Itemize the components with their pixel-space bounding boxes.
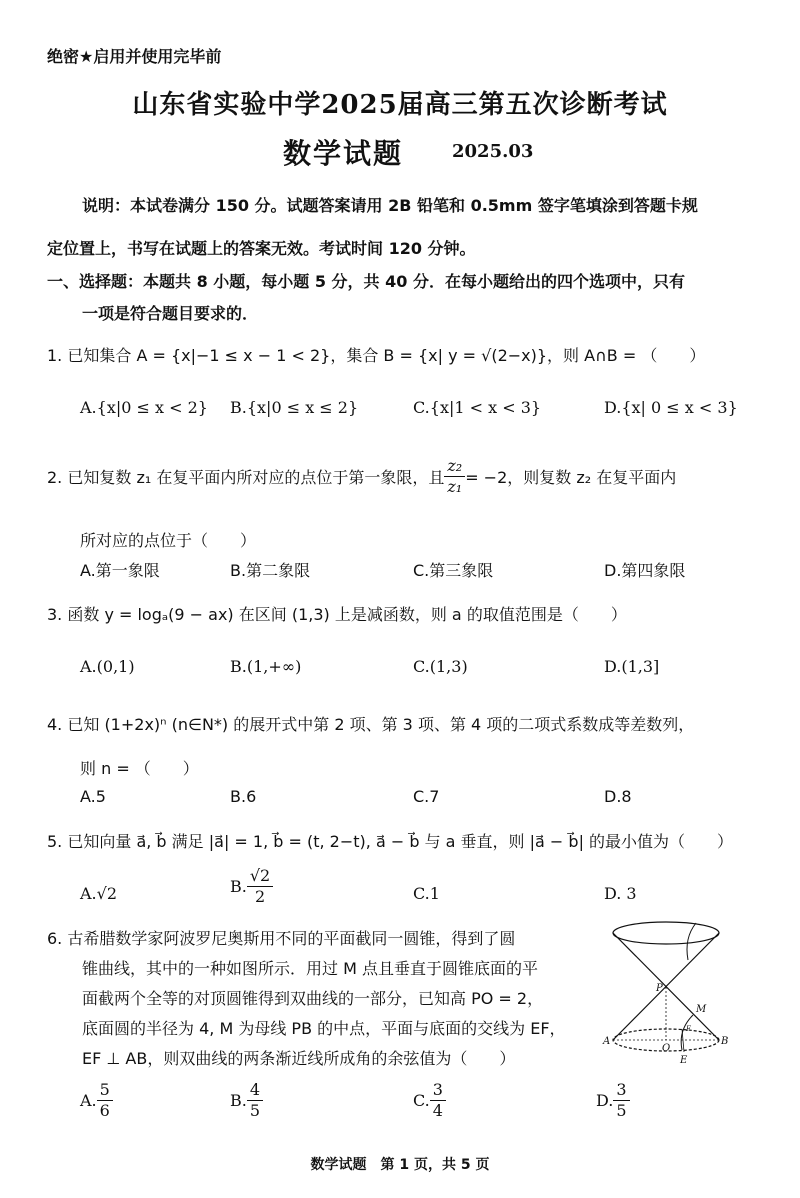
question-6-option-b-num: 4 bbox=[247, 1080, 263, 1101]
question-1-option-c: C.{x|1 < x < 3} bbox=[413, 398, 542, 417]
question-6-option-d-label: D. bbox=[596, 1091, 614, 1110]
question-2-option-b: B.第二象限 bbox=[230, 561, 311, 580]
question-1-option-a: A.{x|0 ≤ x < 2} bbox=[80, 398, 208, 417]
question-6-option-a-den: 6 bbox=[99, 1101, 110, 1120]
page-footer: 数学试题 第 1 页，共 5 页 bbox=[310, 1157, 490, 1173]
question-6-option-a bbox=[80, 1080, 113, 1121]
question-6-line-5: EF ⊥ AB，则双曲线的两条渐近线所成角的余弦值为（ ） bbox=[82, 1049, 516, 1068]
question-6-line-3: 面截两个全等的对顶圆锥得到双曲线的一部分，已知高 PO = 2， bbox=[82, 989, 544, 1008]
upper-hyperbola-branch bbox=[687, 923, 696, 960]
question-6-option-c-label: C. bbox=[413, 1091, 430, 1110]
question-4-stem-b: 则 n = （ ） bbox=[80, 759, 199, 778]
question-2-frac-den: z₁ bbox=[447, 477, 463, 496]
question-1-stem: 1. 已知集合 A = {x|−1 ≤ x − 1 < 2}，集合 B = {x| y = √(2−x)}，则 A∩B = （ ） bbox=[47, 346, 706, 365]
exam-title: 山东省实验中学2025届高三第五次诊断考试 bbox=[132, 90, 668, 120]
confidential-label: 绝密★启用并使用完毕前 bbox=[47, 47, 222, 66]
question-6-option-a-fraction bbox=[97, 1080, 113, 1121]
question-5-option-b-num: √2 bbox=[247, 866, 273, 887]
label-a: A bbox=[603, 1036, 611, 1047]
question-6-option-b-den: 5 bbox=[249, 1101, 261, 1120]
double-cone-figure bbox=[600, 918, 730, 1068]
question-1-option-d: D.{x| 0 ≤ x < 3} bbox=[604, 398, 738, 417]
question-6-line-1: 6. 古希腊数学家阿波罗尼奥斯用不同的平面截同一圆锥，得到了圆 bbox=[47, 929, 516, 948]
label-o: O bbox=[662, 1043, 671, 1054]
question-5-option-b-den: 2 bbox=[254, 887, 266, 906]
question-6-line-2: 锥曲线，其中的一种如图所示．用过 M 点且垂直于圆锥底面的平 bbox=[82, 959, 538, 978]
question-2-option-a: A.第一象限 bbox=[80, 561, 160, 580]
section-heading-cont: 一项是符合题目要求的． bbox=[82, 304, 259, 323]
question-2-stem-b: = −2，则复数 z₂ 在复平面内 bbox=[465, 468, 677, 487]
question-6-option-c bbox=[413, 1080, 446, 1121]
question-4-option-d: D.8 bbox=[604, 787, 632, 806]
question-6-option-d-den: 5 bbox=[616, 1101, 627, 1120]
question-5-option-c: C.1 bbox=[413, 884, 440, 903]
label-f: F bbox=[686, 1025, 691, 1033]
line-ef bbox=[682, 1029, 684, 1052]
question-1-option-b: B.{x|0 ≤ x ≤ 2} bbox=[230, 398, 359, 417]
question-6-option-d bbox=[596, 1080, 630, 1121]
question-5-option-b-prefix: B. bbox=[230, 877, 247, 896]
top-base-ellipse bbox=[613, 922, 719, 944]
exam-subtitle: 数学试题 bbox=[283, 137, 404, 170]
label-m: M bbox=[696, 1004, 707, 1015]
label-p: P bbox=[656, 983, 663, 994]
question-6-option-a-label: A. bbox=[80, 1091, 97, 1110]
question-6-option-d-fraction bbox=[613, 1080, 629, 1121]
instructions-line-1: 说明：本试卷满分 150 分。试题答案请用 2B 铅笔和 0.5mm 签字笔填涂到答题卡规 bbox=[82, 196, 698, 215]
question-2-stem bbox=[47, 456, 676, 497]
question-6-option-d-num: 3 bbox=[613, 1080, 629, 1101]
question-2-option-d: D.第四象限 bbox=[604, 561, 686, 580]
question-2-stem-c: 所对应的点位于（ ） bbox=[80, 531, 257, 550]
label-e: E bbox=[680, 1055, 688, 1066]
instructions-line-2: 定位置上，书写在试题上的答案无效。考试时间 120 分钟。 bbox=[47, 239, 476, 258]
question-5-stem: 5. 已知向量 a⃗, b⃗ 满足 |a⃗| = 1, b⃗ = (t, 2−t), a⃗ − b⃗ 与 a 垂直，则 |a⃗ − b⃗| 的最小值为（ ） bbox=[47, 832, 734, 851]
question-6-option-b-fraction bbox=[247, 1080, 263, 1121]
question-3-option-d: D.(1,3] bbox=[604, 657, 660, 676]
question-4-option-b: B.6 bbox=[230, 787, 257, 806]
question-6-option-b bbox=[230, 1080, 263, 1121]
question-5-option-d: D. 3 bbox=[604, 884, 637, 903]
question-2-option-c: C.第三象限 bbox=[413, 561, 494, 580]
question-6-option-c-num: 3 bbox=[430, 1080, 446, 1101]
question-2-fraction bbox=[444, 456, 465, 497]
question-6-option-c-den: 4 bbox=[432, 1101, 443, 1120]
exam-date: 2025.03 bbox=[452, 141, 534, 162]
label-b: B bbox=[721, 1036, 729, 1047]
question-4-option-a: A.5 bbox=[80, 787, 106, 806]
section-heading: 一、选择题：本题共 8 小题，每小题 5 分，共 40 分．在每小题给出的四个选项中，只有 bbox=[47, 272, 685, 291]
question-5-option-b bbox=[230, 866, 273, 907]
question-6-line-4: 底面圆的半径为 4, M 为母线 PB 的中点，平面与底面的交线为 EF， bbox=[82, 1019, 566, 1038]
question-2-frac-num: z₂ bbox=[444, 456, 465, 477]
question-2-stem-a: 2. 已知复数 z₁ 在复平面内所对应的点位于第一象限，且 bbox=[47, 468, 445, 487]
question-4-option-c: C.7 bbox=[413, 787, 440, 806]
question-6-option-c-fraction bbox=[430, 1080, 446, 1121]
question-6-option-a-num: 5 bbox=[97, 1080, 113, 1101]
question-3-stem: 3. 函数 y = logₐ(9 − ax) 在区间 (1,3) 上是减函数，则 a 的取值范围是（ ） bbox=[47, 605, 627, 624]
question-3-option-c: C.(1,3) bbox=[413, 657, 468, 676]
question-5-option-a: A.√2 bbox=[80, 884, 118, 903]
question-6-option-b-label: B. bbox=[230, 1091, 247, 1110]
question-4-stem: 4. 已知 (1+2x)ⁿ (n∈N*) 的展开式中第 2 项、第 3 项、第 4 项的二项式系数成等差数列， bbox=[47, 715, 695, 734]
question-5-option-b-fraction bbox=[247, 866, 273, 907]
question-3-option-b: B.(1,+∞) bbox=[230, 657, 302, 676]
question-3-option-a: A.(0,1) bbox=[80, 657, 135, 676]
